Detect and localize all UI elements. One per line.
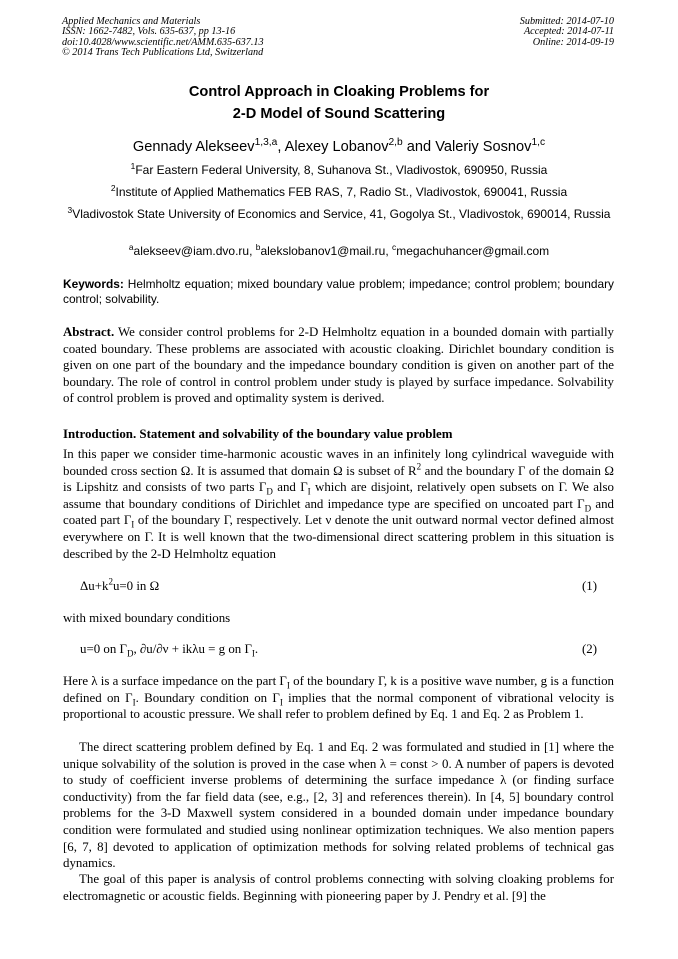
journal-issn: ISSN: 1662-7482, Vols. 635-637, pp 13-16: [62, 26, 236, 38]
author-superscript: 2,b: [388, 137, 403, 149]
email-marker: c: [392, 242, 397, 252]
body-paragraph: The direct scattering problem defined by Eq. 1 and Eq. 2 was formulated and studied in [1] where the unique solvability of the solution is proved in the case when λ = const > 0. A number of papers is devoted to study of coefficient inverse problems of determining the surface impedance λ (or finding surface conductivity) from the far field data (see, e.g., [2, 3] and references therein). In [4, 5] boundary control problems for the 3-D Maxwell system considered in a bounded domain under impedance boundary condition were formulated and studied using nonlinear optimization techniques. We also mention papers [6, 7, 8] devoted to application of optimization methods for solving related problems of technical gas dynamics.: [63, 740, 614, 871]
author-superscript: 1,c: [531, 137, 546, 149]
date-online: Online: 2014-09-19: [532, 36, 614, 48]
equation-text: u=0 in Ω: [112, 579, 160, 593]
equation-2: [80, 642, 258, 657]
title-line-2: 2-D Model of Sound Scattering: [232, 106, 446, 122]
keywords-label: Keywords:: [63, 277, 124, 291]
affiliation-marker: 3: [67, 205, 73, 215]
date-submitted: Submitted: 2014-07-10: [519, 16, 614, 27]
email-address: alekseev@iam.dvo.ru,: [133, 244, 256, 258]
date-accepted: Accepted: 2014-07-11: [523, 26, 614, 38]
abstract-label: Abstract.: [63, 325, 115, 339]
abstract-text: We consider control problems for 2-D Helmholtz equation in a bounded domain with partially coated boundary. These problems are associated with acoustic cloaking. Dirichlet boundary condition is given on one part of the boundary and the impedance boundary condition is given on another part of the boundary. The role of control in control problem under study is played by surface impedance. Solvability of control problem is proved and optimality system is derived.: [63, 325, 614, 406]
text-run: and the boundary Γ of the domain Ω is Lipshitz and consists of two parts Γ: [63, 463, 614, 495]
author-name: Valeriy Sosnov: [435, 139, 532, 155]
journal-name: Applied Mechanics and Materials: [62, 16, 201, 27]
superscript: 2: [416, 461, 422, 472]
author-separator: ,: [277, 139, 285, 155]
intro-paragraph: [63, 446, 614, 562]
text-run: and coated part Γ: [63, 496, 614, 528]
author-separator: and: [402, 139, 436, 155]
subscript: I: [307, 486, 311, 497]
author-superscript: 1,3,a: [254, 137, 278, 149]
subscript: D: [266, 486, 273, 497]
title-line-1: Control Approach in Cloaking Problems for: [188, 84, 490, 100]
author-list: [0, 139, 678, 155]
section-heading: Introduction. Statement and solvability of the boundary value problem: [63, 427, 453, 441]
text-run: Here λ is a surface impedance on the part Γ: [63, 674, 287, 688]
affiliation-text: Institute of Applied Mathematics FEB RAS, 7, Radio St., Vladivostok, 690041, Russia: [115, 185, 568, 199]
keywords-text: Helmholtz equation; mixed boundary value problem; impedance; control problem; boundary control; solvability.: [63, 277, 614, 306]
text-run: implies that the normal component of vibrational velocity is proportional to acoustic pressure. We shall refer to problem defined by Eq. 1 and Eq. 2 as Problem 1.: [63, 690, 614, 722]
subscript: D: [126, 648, 134, 659]
journal-doi: doi:10.4028/www.scientific.net/AMM.635-637.13: [62, 36, 264, 48]
dates-header: [520, 17, 614, 48]
abstract: [63, 324, 614, 407]
keywords: [63, 277, 614, 307]
subscript: I: [286, 680, 290, 691]
paper-title: [0, 81, 678, 125]
equation-text: , ∂u/∂ν + ikλu = g on Γ: [133, 642, 252, 656]
equation-text: Δu+k: [80, 579, 109, 593]
text-run: In this paper we consider time-harmonic acoustic waves in an infinitely long cylindrical waveguide with bounded cross section Ω. It is assumed that domain Ω is subset of R: [63, 447, 614, 478]
affiliation-text: Vladivostok State University of Economics and Service, 41, Gogolya St., Vladivostok, 690014, Russia: [72, 207, 611, 221]
equation-text: u=0 on Γ: [80, 642, 127, 656]
subscript: I: [251, 648, 255, 659]
email-list: [62, 244, 616, 259]
author-name: Alexey Lobanov: [284, 139, 389, 155]
body-paragraph: The goal of this paper is analysis of control problems connecting with solving cloaking problems for electromagnetic or acoustic fields. Beginning with pioneering paper by J. Pendry et al. [9] the: [63, 872, 614, 903]
email-marker: a: [128, 242, 134, 252]
equation-1-number: (1): [581, 579, 597, 593]
affiliation-text: Far Eastern Federal University, 8, Suhanova St., Vladivostok, 690950, Russia: [135, 163, 548, 177]
author-name: Gennady Alekseev: [132, 139, 255, 155]
email-marker: b: [255, 242, 261, 252]
equation-text: .: [254, 642, 259, 656]
text-run: of the boundary Γ, k is a positive wave number, g is a function defined on Γ: [63, 674, 614, 705]
body-paragraph: [63, 673, 614, 723]
email-address: alekslobanov1@mail.ru,: [260, 244, 393, 258]
affiliation-marker: 1: [130, 161, 136, 171]
affiliation-1: [62, 163, 616, 178]
superscript: 2: [108, 576, 113, 587]
text-run: which are disjoint, relatively open subsets on Γ. We also assume that boundary conditions of Dirichlet and impedance type are specified on uncoated part Γ: [63, 480, 614, 511]
text-run: and Γ: [272, 480, 308, 495]
text-run: . Boundary condition on Γ: [135, 690, 280, 705]
email-address: megachuhancer@gmail.com: [396, 244, 550, 258]
subscript: D: [584, 503, 592, 514]
subscript: I: [279, 697, 283, 708]
journal-header: [62, 17, 264, 59]
affiliation-marker: 2: [110, 183, 116, 193]
equation-1: [80, 576, 160, 594]
affiliation-3: [62, 207, 616, 222]
text-run: of the boundary Γ, respectively. Let ν denote the unit outward normal vector defined almost everywhere on Γ. It is well known that the two-dimensional direct scattering problem in this situation is described by the 2-D Helmholtz equation: [63, 513, 615, 561]
journal-copyright: © 2014 Trans Tech Publications Ltd, Switzerland: [62, 47, 264, 59]
subscript: I: [131, 519, 135, 530]
affiliation-2: [62, 185, 616, 200]
mixed-conditions-text: with mixed boundary conditions: [63, 611, 231, 625]
equation-2-number: (2): [581, 642, 597, 656]
subscript: I: [132, 697, 136, 708]
